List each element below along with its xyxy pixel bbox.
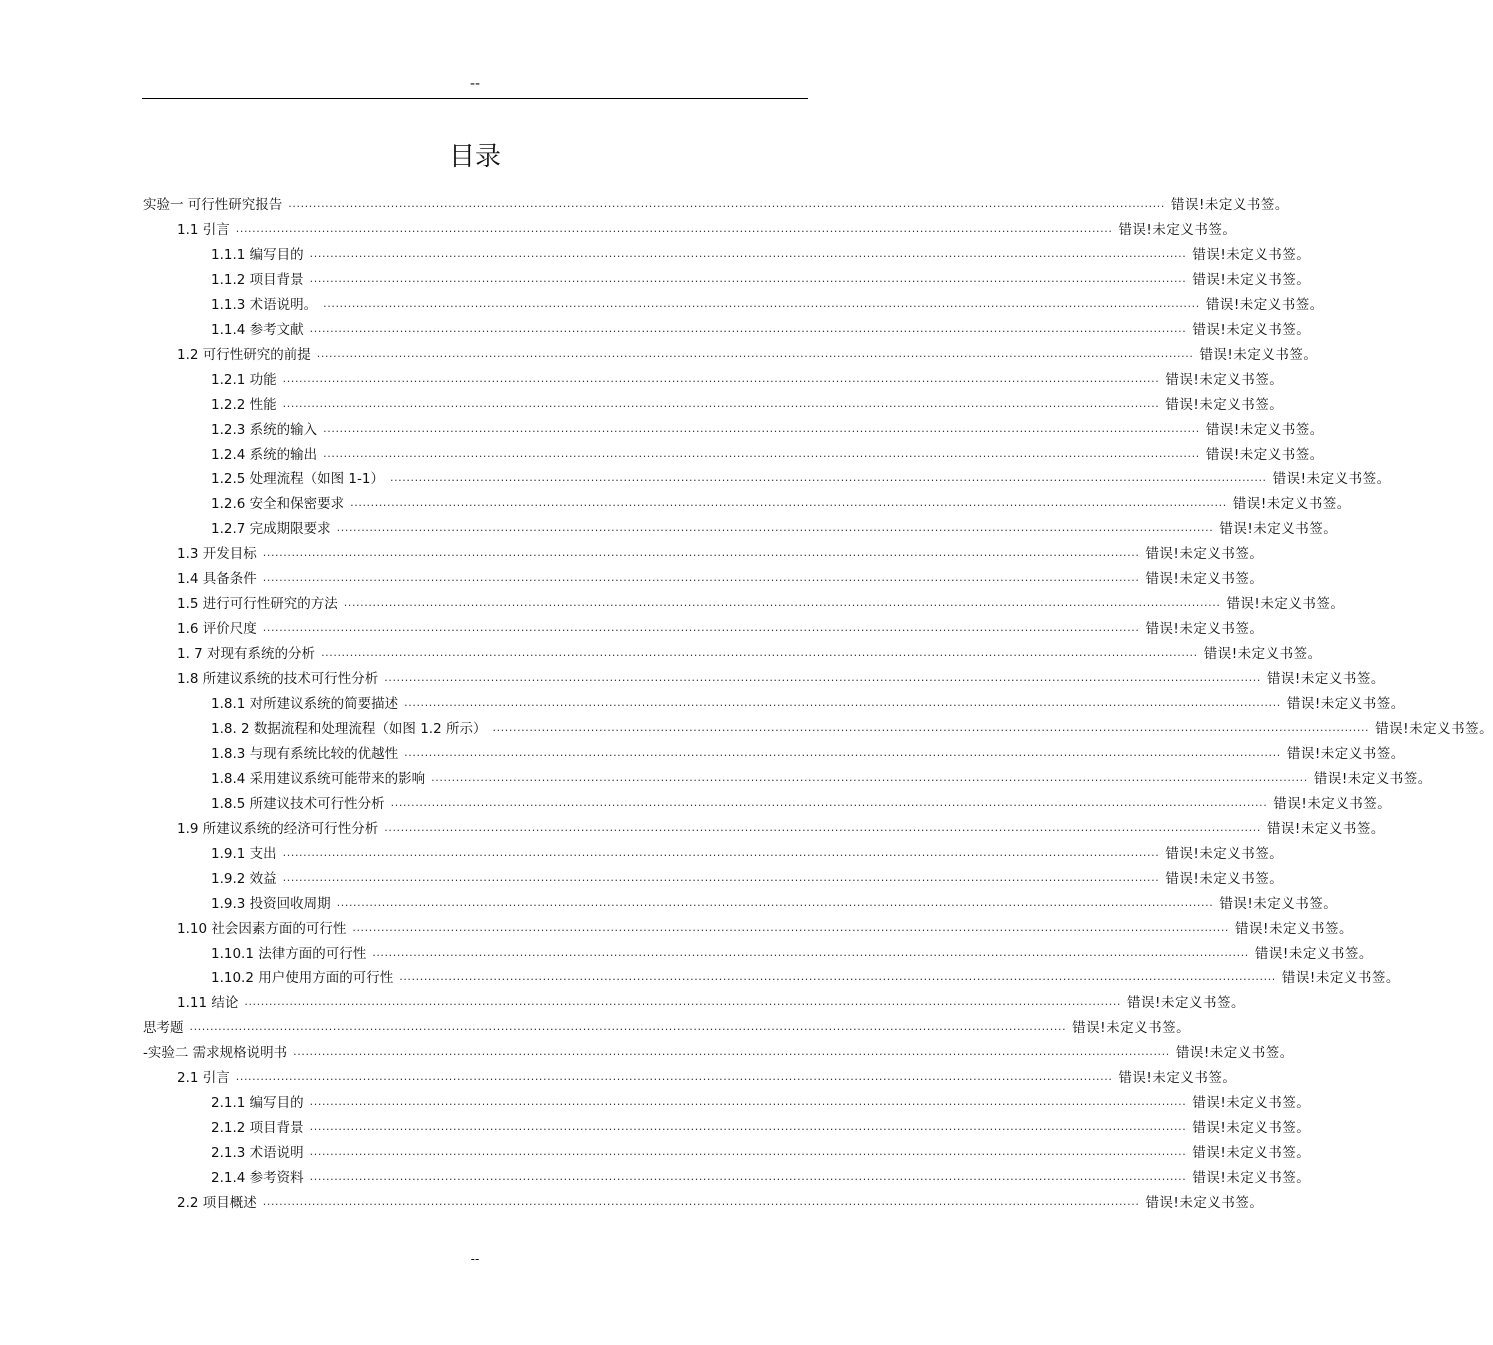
toc-entry-page: 错误!未定义书签。 xyxy=(1192,1095,1311,1112)
toc-entry-page: 错误!未定义书签。 xyxy=(1118,1070,1237,1087)
toc-entry-title: 1.10.2 用户使用方面的可行性 xyxy=(211,970,394,987)
header-mark: -- xyxy=(469,76,481,92)
toc-dot-leader: ...................................................................................................................................................................................................................... xyxy=(390,795,1268,809)
toc-entry-page: 错误!未定义书签。 xyxy=(1192,1145,1311,1162)
toc-entry[interactable] xyxy=(211,444,1324,464)
toc-dot-leader: ...................................................................................................................................................................................................................... xyxy=(282,845,1160,859)
toc-entry-page: 错误!未定义书签。 xyxy=(1219,895,1338,912)
toc-dot-leader: ...................................................................................................................................................................................................................... xyxy=(293,1045,1170,1059)
toc-dot-leader: ...................................................................................................................................................................................................................... xyxy=(189,1020,1067,1034)
toc-entry[interactable] xyxy=(211,967,1400,987)
toc-entry[interactable] xyxy=(211,319,1311,339)
toc-entry-page: 错误!未定义书签。 xyxy=(1226,596,1345,613)
toc-entry-page: 错误!未定义书签。 xyxy=(1192,246,1311,263)
toc-entry-title: 1.9.3 投资回收周期 xyxy=(211,895,331,912)
toc-dot-leader: ...................................................................................................................................................................................................................... xyxy=(235,1070,1113,1084)
toc-entry-title: 1.8 所建议系统的技术可行性分析 xyxy=(177,671,379,688)
toc-entry[interactable] xyxy=(211,943,1373,963)
toc-dot-leader: ...................................................................................................................................................................................................................... xyxy=(309,271,1187,285)
toc-dot-leader: ...................................................................................................................................................................................................................... xyxy=(404,745,1281,759)
toc-dot-leader: ...................................................................................................................................................................................................................... xyxy=(262,621,1140,635)
toc-entry-title: 1.8.1 对所建议系统的简要描述 xyxy=(211,696,399,712)
toc-entry-title: 1.5 进行可行性研究的方法 xyxy=(177,596,338,613)
toc-entry-title: 1.11 结论 xyxy=(177,995,239,1012)
toc-dot-leader: ...................................................................................................................................................................................................................... xyxy=(384,820,1261,834)
toc-entry-title: 2.1.4 参考资料 xyxy=(211,1170,304,1187)
toc-dot-leader: ...................................................................................................................................................................................................................... xyxy=(282,371,1160,385)
toc-entry-page: 错误!未定义书签。 xyxy=(1235,920,1353,937)
toc-entry-title: 1.2.3 系统的输入 xyxy=(211,421,318,438)
toc-entry[interactable] xyxy=(211,493,1351,513)
toc-entry[interactable] xyxy=(177,992,1245,1012)
toc-entry-title: 1.2.4 系统的输出 xyxy=(211,446,318,463)
toc-entry[interactable] xyxy=(211,793,1392,813)
toc-entry[interactable] xyxy=(177,344,1318,364)
toc-entry-title: 1.3 开发目标 xyxy=(177,546,257,563)
toc-entry[interactable] xyxy=(211,768,1432,788)
toc-dot-leader: ...................................................................................................................................................................................................................... xyxy=(288,197,1165,210)
toc-entry[interactable] xyxy=(211,1092,1311,1112)
toc-entry-page: 错误!未定义书签。 xyxy=(1175,1045,1294,1062)
toc-entry[interactable] xyxy=(211,468,1391,488)
toc-entry-title: 1.2.5 处理流程（如图 1-1） xyxy=(211,471,384,488)
toc-dot-leader: ...................................................................................................................................................................................................................... xyxy=(316,346,1194,360)
toc-entry-title: 1.9.2 效益 xyxy=(211,870,277,887)
toc-entry[interactable] xyxy=(211,868,1284,888)
toc-entry[interactable] xyxy=(211,369,1284,389)
toc-entry[interactable] xyxy=(211,294,1324,314)
toc-entry-page: 错误!未定义书签。 xyxy=(1165,870,1284,887)
toc-entry-title: 1.1.1 编写目的 xyxy=(211,246,304,263)
toc-entry-title: 1.8. 2 数据流程和处理流程（如图 1.2 所示） xyxy=(211,720,487,737)
toc-entry[interactable] xyxy=(211,843,1284,863)
toc-entry[interactable] xyxy=(211,893,1338,913)
toc-entry[interactable] xyxy=(177,818,1385,838)
toc-dot-leader: ...................................................................................................................................................................................................................... xyxy=(352,920,1230,934)
toc-entry-title: -实验二 需求规格说明书 xyxy=(143,1045,288,1062)
toc-entry-page: 错误!未定义书签。 xyxy=(1205,296,1324,313)
toc-dot-leader: ...................................................................................................................................................................................................................... xyxy=(244,995,1122,1009)
toc-entry-title: 思考题 xyxy=(143,1020,184,1037)
toc-entry-page: 错误!未定义书签。 xyxy=(1072,1020,1191,1037)
toc-entry-page: 错误!未定义书签。 xyxy=(1145,546,1264,563)
toc-dot-leader: ...................................................................................................................................................................................................................... xyxy=(336,895,1214,909)
toc-entry[interactable] xyxy=(177,1192,1264,1212)
toc-entry[interactable] xyxy=(177,593,1345,613)
toc-dot-leader: ...................................................................................................................................................................................................................... xyxy=(323,421,1200,435)
toc-entry-page: 错误!未定义书签。 xyxy=(1266,820,1385,837)
toc-dot-leader: ...................................................................................................................................................................................................................... xyxy=(431,770,1308,784)
toc-entry-title: 1.2.6 安全和保密要求 xyxy=(211,496,345,513)
page-title: 目录 xyxy=(448,142,501,172)
toc-dot-leader: ...................................................................................................................................................................................................................... xyxy=(309,1145,1187,1159)
toc-dot-leader: ...................................................................................................................................................................................................................... xyxy=(309,1120,1187,1134)
toc-dot-leader: ...................................................................................................................................................................................................................... xyxy=(321,646,1198,660)
toc-entry-page: 错误!未定义书签。 xyxy=(1205,421,1324,438)
toc-entry[interactable] xyxy=(177,668,1385,688)
toc-entry-title: 1.9.1 支出 xyxy=(211,845,277,862)
toc-entry-title: 2.1.2 项目背景 xyxy=(211,1120,304,1137)
toc-dot-leader: ...................................................................................................................................................................................................................... xyxy=(309,1170,1187,1184)
toc-entry[interactable] xyxy=(143,194,1289,214)
toc-dot-leader: ...................................................................................................................................................................................................................... xyxy=(336,521,1214,535)
toc-entry-page: 错误!未定义书签。 xyxy=(1203,646,1322,663)
toc-entry-title: 实验一 可行性研究报告 xyxy=(143,197,283,213)
toc-entry-page: 错误!未定义书签。 xyxy=(1145,1195,1264,1211)
toc-entry-title: 1.1 引言 xyxy=(177,221,230,238)
toc-dot-leader: ...................................................................................................................................................................................................................... xyxy=(404,696,1281,709)
toc-entry[interactable] xyxy=(177,219,1237,239)
toc-entry-page: 错误!未定义书签。 xyxy=(1286,745,1405,762)
toc-entry-page: 错误!未定义书签。 xyxy=(1281,970,1400,987)
toc-dot-leader: ...................................................................................................................................................................................................................... xyxy=(282,870,1160,884)
toc-entry-title: 1.10 社会因素方面的可行性 xyxy=(177,920,347,937)
toc-entry-page: 错误!未定义书签。 xyxy=(1165,396,1284,413)
toc-dot-leader: ...................................................................................................................................................................................................................... xyxy=(309,246,1187,260)
toc-entry-page: 错误!未定义书签。 xyxy=(1273,795,1392,812)
toc-entry-title: 1.6 评价尺度 xyxy=(177,621,257,638)
toc-entry-title: 2.1.1 编写目的 xyxy=(211,1095,304,1112)
toc-entry-page: 错误!未定义书签。 xyxy=(1145,571,1264,588)
toc-entry-page: 错误!未定义书签。 xyxy=(1118,221,1237,238)
toc-entry[interactable] xyxy=(211,244,1311,264)
toc-entry-title: 2.1.3 术语说明 xyxy=(211,1145,304,1162)
toc-entry-title: 1.1.3 术语说明。 xyxy=(211,296,318,313)
toc-entry[interactable] xyxy=(211,1117,1311,1137)
toc-entry-title: 1.10.1 法律方面的可行性 xyxy=(211,945,367,962)
toc-entry-page: 错误!未定义书签。 xyxy=(1127,995,1245,1012)
toc-entry-page: 错误!未定义书签。 xyxy=(1170,197,1289,213)
toc-dot-leader: ...................................................................................................................................................................................................................... xyxy=(309,321,1187,335)
toc-dot-leader: ...................................................................................................................................................................................................................... xyxy=(309,1095,1187,1109)
toc-entry-page: 错误!未定义书签。 xyxy=(1192,271,1311,288)
toc-entry-page: 错误!未定义书签。 xyxy=(1145,621,1264,638)
toc-dot-leader: ...................................................................................................................................................................................................................... xyxy=(343,596,1221,610)
toc-dot-leader: ...................................................................................................................................................................................................................... xyxy=(372,945,1249,959)
toc-entry[interactable] xyxy=(177,918,1353,938)
toc-entry-title: 1. 7 对现有系统的分析 xyxy=(177,646,316,663)
toc-entry-title: 1.8.3 与现有系统比较的优越性 xyxy=(211,745,399,762)
toc-entry-title: 1.1.4 参考文献 xyxy=(211,321,304,338)
toc-dot-leader: ...................................................................................................................................................................................................................... xyxy=(262,546,1140,560)
toc-dot-leader: ...................................................................................................................................................................................................................... xyxy=(350,496,1227,510)
toc-entry[interactable] xyxy=(177,618,1264,638)
toc-entry-title: 1.1.2 项目背景 xyxy=(211,271,304,288)
toc-entry-page: 错误!未定义书签。 xyxy=(1232,496,1351,513)
toc-entry-page: 错误!未定义书签。 xyxy=(1313,770,1432,787)
toc-entry-title: 1.2.2 性能 xyxy=(211,396,277,413)
toc-entry-page: 错误!未定义书签。 xyxy=(1165,371,1284,388)
toc-entry-page: 错误!未定义书签。 xyxy=(1375,720,1493,737)
toc-entry-page: 错误!未定义书签。 xyxy=(1286,696,1405,712)
toc-entry[interactable] xyxy=(177,1067,1237,1087)
toc-entry-title: 1.2.7 完成期限要求 xyxy=(211,521,331,538)
footer-mark: -- xyxy=(470,1252,480,1266)
toc-dot-leader: ...................................................................................................................................................................................................................... xyxy=(262,1195,1140,1208)
toc-entry[interactable] xyxy=(211,1142,1311,1162)
toc-entry-page: 错误!未定义书签。 xyxy=(1272,471,1391,488)
toc-entry[interactable] xyxy=(211,743,1405,763)
toc-entry[interactable] xyxy=(211,1167,1311,1187)
toc-entry[interactable] xyxy=(177,643,1322,663)
toc-entry-title: 2.2 项目概述 xyxy=(177,1195,257,1211)
toc-dot-leader: ...................................................................................................................................................................................................................... xyxy=(323,446,1200,460)
toc-dot-leader: ...................................................................................................................................................................................................................... xyxy=(282,396,1160,410)
toc-entry-page: 错误!未定义书签。 xyxy=(1199,346,1318,363)
toc-entry-page: 错误!未定义书签。 xyxy=(1254,945,1373,962)
toc-entry[interactable] xyxy=(211,419,1324,439)
toc-entry-page: 错误!未定义书签。 xyxy=(1165,845,1284,862)
toc-entry[interactable] xyxy=(211,693,1405,713)
toc-entry-page: 错误!未定义书签。 xyxy=(1192,321,1311,338)
toc-entry-page: 错误!未定义书签。 xyxy=(1205,446,1324,463)
toc-entry-title: 1.8.5 所建议技术可行性分析 xyxy=(211,795,385,812)
toc-entry[interactable] xyxy=(211,518,1338,538)
toc-entry-page: 错误!未定义书签。 xyxy=(1192,1120,1311,1137)
toc-entry[interactable] xyxy=(177,568,1264,588)
toc-entry-page: 错误!未定义书签。 xyxy=(1266,671,1385,688)
toc-dot-leader: ...................................................................................................................................................................................................................... xyxy=(235,221,1113,235)
toc-entry[interactable] xyxy=(211,394,1284,414)
toc-entry[interactable] xyxy=(211,718,1493,738)
toc-dot-leader: ...................................................................................................................................................................................................................... xyxy=(384,671,1261,685)
toc-entry-page: 错误!未定义书签。 xyxy=(1192,1170,1311,1187)
toc-entry-title: 2.1 引言 xyxy=(177,1070,230,1087)
toc-dot-leader: ...................................................................................................................................................................................................................... xyxy=(262,571,1140,585)
toc-entry[interactable] xyxy=(143,1042,1294,1062)
toc-entry[interactable] xyxy=(177,543,1264,563)
toc-entry[interactable] xyxy=(143,1017,1191,1037)
toc-entry-title: 1.4 具备条件 xyxy=(177,571,257,588)
toc-dot-leader: ...................................................................................................................................................................................................................... xyxy=(399,970,1276,984)
toc-entry[interactable] xyxy=(211,269,1311,289)
toc-dot-leader: ...................................................................................................................................................................................................................... xyxy=(323,296,1200,310)
toc-entry-title: 1.2.1 功能 xyxy=(211,371,277,388)
toc-entry-title: 1.9 所建议系统的经济可行性分析 xyxy=(177,820,379,837)
toc-dot-leader: ...................................................................................................................................................................................................................... xyxy=(492,720,1370,734)
toc-entry-title: 1.2 可行性研究的前提 xyxy=(177,346,311,363)
toc-dot-leader: ...................................................................................................................................................................................................................... xyxy=(389,471,1267,485)
toc-entry-title: 1.8.4 采用建议系统可能带来的影响 xyxy=(211,770,426,787)
toc-entry-page: 错误!未定义书签。 xyxy=(1219,521,1338,538)
